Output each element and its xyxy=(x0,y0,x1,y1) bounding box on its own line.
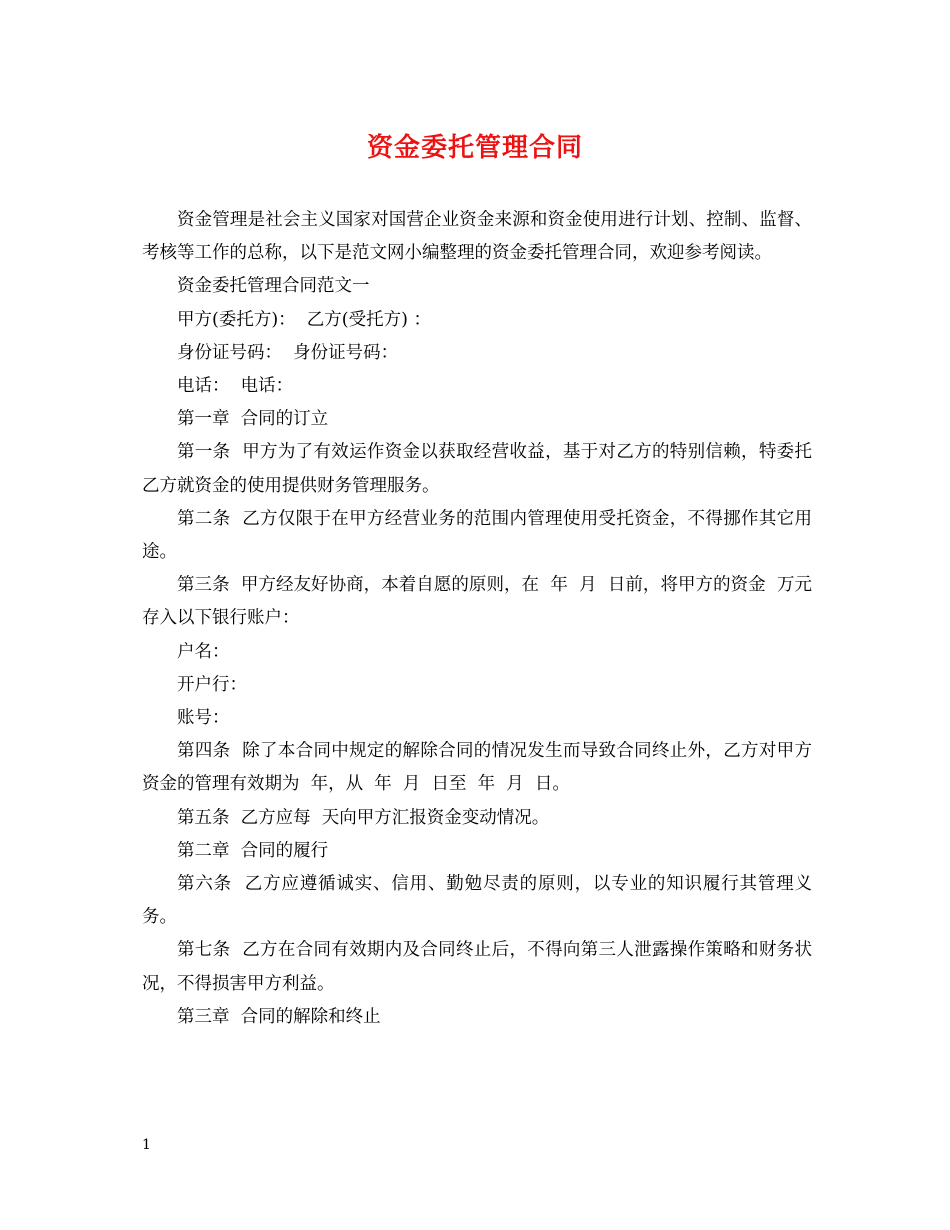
chapter-heading: 第二章 合同的履行 xyxy=(177,840,329,861)
account-name-line: 户名： xyxy=(177,641,230,662)
article-paragraph: 第二条 乙方仅限于在甲方经营业务的范围内管理使用受托资金，不得挪作其它用途。 xyxy=(142,508,812,563)
document-title: 资金委托管理合同 xyxy=(366,133,583,163)
page-number: 1 xyxy=(142,1137,151,1153)
article-paragraph: 第三条 甲方经友好协商，本着自愿的原则，在 年 月 日前，将甲方的资金 万元存入以下银行账户： xyxy=(142,575,812,629)
article-paragraph: 第七条 乙方在合同有效期内及合同终止后，不得向第三人泄露操作策略和财务状况，不得损害甲方利益。 xyxy=(142,940,812,994)
bank-line: 开户行： xyxy=(177,674,247,695)
article-paragraph: 第六条 乙方应遵循诚实、信用、勤勉尽责的原则，以专业的知识履行其管理义务。 xyxy=(142,874,812,928)
phone-line: 电话： 电话： xyxy=(177,376,294,397)
article-paragraph: 第四条 除了本合同中规定的解除合同的情况发生而导致合同终止外，乙方对甲方资金的管理有效期为 年，从 年 月 日至 年 月 日。 xyxy=(142,741,812,795)
chapter-heading: 第三章 合同的解除和终止 xyxy=(177,1006,381,1027)
article-paragraph: 第五条 乙方应每 天向甲方汇报资金变动情况。 xyxy=(177,807,550,828)
sample-heading: 资金委托管理合同范文一 xyxy=(177,276,370,297)
intro-paragraph: 资金管理是社会主义国家对国营企业资金来源和资金使用进行计划、控制、监督、考核等工作的总称，以下是范文网小编整理的资金委托管理合同，欢迎参考阅读。 xyxy=(142,210,812,264)
chapter-heading: 第一章 合同的订立 xyxy=(177,409,329,430)
article-paragraph: 第一条 甲方为了有效运作资金以获取经营收益，基于对乙方的特别信赖，特委托乙方就资金的使用提供财务管理服务。 xyxy=(142,442,812,496)
account-number-line: 账号： xyxy=(177,708,230,729)
document-body xyxy=(142,204,812,1034)
party-line: 甲方(委托方)： 乙方(受托方) ： xyxy=(177,309,431,330)
id-number-line: 身份证号码： 身份证号码： xyxy=(177,342,399,363)
